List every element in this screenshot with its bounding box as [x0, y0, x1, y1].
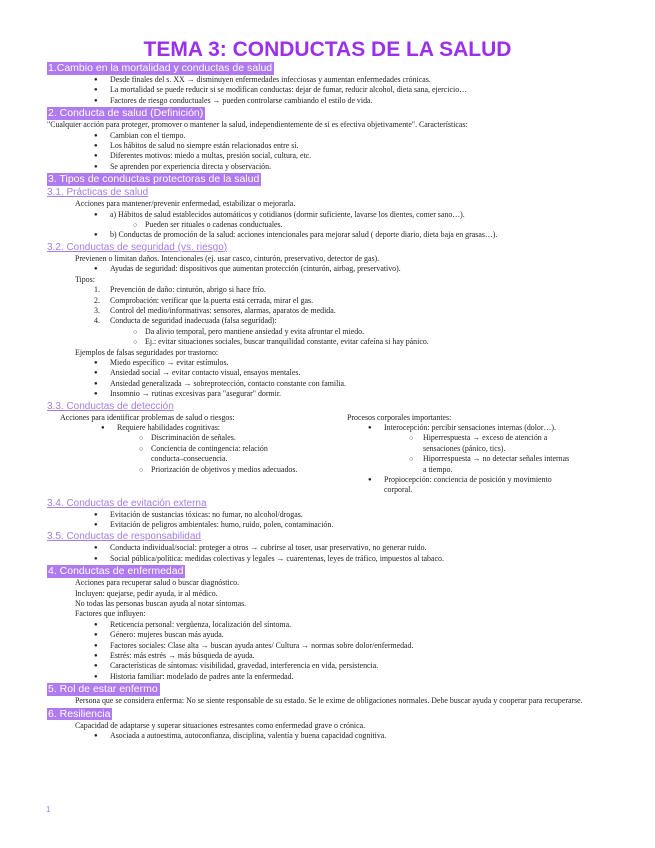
section-3-heading: 3. Tipos de conductas protectoras de la salud [48, 173, 260, 186]
falsas-list [47, 358, 612, 400]
list-item: ● Ansiedad social → evitar contacto visual, ensayos mentales. [47, 368, 612, 378]
document-title: TEMA 3: CONDUCTAS DE LA SALUD [143, 38, 512, 61]
paragraph: Incluyen: quejarse, pedir ayuda, ir al médico. [75, 588, 218, 598]
list-item: ● Asociada a autoestima, autoconfianza, disciplina, valentía y buena capacidad cognitiva. [47, 731, 612, 741]
list-item: ● Evitación de peligros ambientales: humo, ruido, polen, contaminación. [47, 520, 612, 530]
tipos-label: Tipos: [75, 274, 95, 284]
list-item: ● Los hábitos de salud no siempre están relacionados entre sí. [47, 141, 612, 151]
list-item: ● Evitación de sustancias tóxicas: no fumar, no alcohol/drogas. [47, 510, 612, 520]
item-number: 1. [94, 285, 100, 295]
item-text: Prevención de daño: cinturón, abrigo si hace frío. [110, 285, 266, 295]
section-3-5-heading: 3.5. Conductas de responsabilidad [47, 531, 201, 543]
section-1-list [47, 75, 612, 106]
item-text: Conducta de seguridad inadecuada (falsa seguridad): [110, 316, 277, 326]
sub-list-item: ○ Conciencia de contingencia: relación conducta–consecuencia. [47, 444, 271, 465]
list-item: ● Cambian con el tiempo. [47, 131, 612, 141]
list-item: ● Se aprenden por experiencia directa y observación. [47, 162, 612, 172]
section-2-list [47, 131, 612, 173]
section-3-4-heading: 3.4. Conductas de evitación externa [47, 497, 207, 509]
section-6-text: Capacidad de adaptarse y superar situaciones estresantes como enfermedad grave o crónica. [75, 720, 366, 730]
section-5-heading: 5. Rol de estar enfermo [48, 683, 158, 696]
section-4-list [47, 620, 612, 682]
body-processes-intro: Procesos corporales importantes: [347, 412, 452, 422]
detection-list [47, 423, 347, 475]
list-item: ● Factores sociales: Clase alta → buscan ayuda antes/ Cultura → normas sobre dolor/enfermedad. [47, 641, 612, 651]
section-1-heading: 1.Cambio en la mortalidad y conductas de salud [48, 62, 273, 74]
section-6-heading: 6. Resiliencia [48, 707, 111, 720]
list-item: ● Reticencia personal: vergüenza, localización del síntoma. [47, 620, 612, 630]
left-column [47, 413, 347, 475]
list-item: ● Estrés: más estrés → más búsqueda de ayuda. [47, 651, 612, 661]
section-3-2-list [47, 264, 612, 274]
numbered-item [47, 296, 612, 306]
numbered-item [47, 316, 612, 326]
list-item: ● b) Conductas de promoción de la salud: acciones intencionales para mejorar salud ( deporte diario, dieta baja en grasas…). [47, 230, 612, 240]
sub-list-item: ○ Ej.: evitar situaciones sociales, buscar tranquilidad constante, evitar cafeína si hay pánico. [47, 337, 612, 347]
section-3-3-heading: 3.3. Conductas de detección [47, 400, 174, 412]
list-item: ● Factores de riesgo conductuales → pueden controlarse cambiando el estilo de vida. [47, 96, 612, 106]
numbered-item [47, 306, 612, 316]
list-item: ● Propiocepción: conciencia de posición y movimiento corporal. [347, 475, 574, 496]
list-item: ● Interocepción: percibir sensaciones internas (dolor…). [347, 423, 617, 433]
page-number: 1 [46, 805, 51, 814]
item-number: 3. [94, 305, 100, 315]
section-6-list [47, 731, 612, 741]
item-text: Control del medio/informativas: sensores, alarmas, aparatos de medida. [110, 305, 336, 315]
sub-list-item: ○ Hiperrespuesta → exceso de atención a sensaciones (pánico, tics). [347, 433, 573, 454]
item-number: 4. [94, 316, 100, 326]
section-3-1-intro: Acciones para mantener/prevenir enfermedad, estabilizar o mejorarla. [75, 199, 296, 209]
sub-list-item: ○ Discriminación de señales. [47, 433, 347, 443]
right-column [347, 413, 617, 496]
section-3-2-heading: 3.2. Conductas de seguridad (vs. riesgo) [47, 241, 228, 253]
list-item: ● Conducta individual/social: proteger a otros → cubrirse al toser, usar preservativo, no generar ruido. [47, 543, 612, 553]
section-4-heading: 4. Conductas de enfermedad [48, 565, 184, 578]
section-2-intro: "Cualquier acción para proteger, promover o mantener la salud, independientemente de si es efectiva objetivamente". Características: [47, 120, 468, 130]
detection-intro: Acciones para identificar problemas de salud o riesgos: [60, 412, 235, 422]
list-item: ● a) Hábitos de salud establecidos automáticos y cotidianos (dormir suficiente, lavarse los dientes, comer sano…). [47, 210, 612, 220]
tipos-list [47, 285, 612, 347]
list-item: ● Género: mujeres buscan más ayuda. [47, 630, 612, 640]
falsas-label: Ejemplos de falsas seguridades por trastorno: [75, 347, 219, 357]
section-2-heading: 2. Conducta de salud (Definición) [48, 107, 204, 120]
list-item: ● La mortalidad se puede reducir si se modifican conductas: dejar de fumar, reducir alcohol, dieta sana, ejercicio… [47, 85, 612, 95]
section-3-2-intro: Previenen o limitan daños. Intencionales (ej. usar casco, cinturón, preservativo, detector de gas). [75, 253, 380, 263]
section-3-1-list [47, 210, 612, 241]
body-processes-list [347, 423, 617, 496]
list-item: ● Social pública/política: medidas colectivas y legales → cuarentenas, leyes de tráfico, impuestos al tabaco. [47, 554, 612, 564]
sub-list-item: ○ Hiporrespuesta → no detectar señales internas a tiempo. [347, 454, 573, 475]
numbered-item [47, 285, 612, 295]
section-5-text: Persona que se considera enferma: No se siente responsable de su estado. Se le exime de obligaciones normales. Debe buscar ayuda y cooperar para recuperarse. [75, 696, 583, 706]
paragraph: No todas las personas buscan ayuda al notar síntomas. [75, 599, 247, 608]
list-item: ● Desde finales del s. XX → disminuyen enfermedades infecciosas y aumentan enfermedades crónicas. [47, 75, 612, 85]
list-item: ● Requiere habilidades cognitivas: [47, 423, 347, 433]
section-3-5-list [47, 543, 612, 564]
item-number: 2. [94, 295, 100, 305]
sub-list-item: ○ Da alivio temporal, pero mantiene ansiedad y evita afrontar el miedo. [47, 327, 612, 337]
list-item: ● Ansiedad generalizada → sobreprotección, contacto constante con familia. [47, 379, 612, 389]
list-item: ● Diferentes motivos: miedo a multas, presión social, cultura, etc. [47, 151, 612, 161]
document-body [47, 62, 612, 741]
list-item: ● Insomnio → rutinas excesivas para "asegurar" dormir. [47, 389, 612, 399]
list-item: ● Ayudas de seguridad: dispositivos que aumentan protección (cinturón, airbag, preservativo). [47, 264, 612, 274]
paragraph: Factores que influyen: [75, 609, 146, 619]
two-column-block [47, 413, 612, 497]
sub-list-item: ○ Priorización de objetivos y medios adecuados. [47, 465, 331, 475]
list-item: ● Características de síntomas: visibilidad, gravedad, interferencia en vida, persistencia. [47, 661, 612, 671]
paragraph: Acciones para recuperar salud o buscar diagnóstico. [75, 578, 240, 588]
item-text: Comprobación: verificar que la puerta está cerrada, mirar el gas. [110, 295, 314, 305]
list-item: ● Miedo específico → evitar estímulos. [47, 358, 612, 368]
section-3-1-heading: 3.1. Prácticas de salud [47, 187, 149, 199]
section-3-4-list [47, 510, 612, 531]
list-item: ● Historia familiar: modelado de padres ante la enfermedad. [47, 672, 612, 682]
sub-list-item: ○ Pueden ser rituales o cadenas conductuales. [47, 220, 612, 230]
